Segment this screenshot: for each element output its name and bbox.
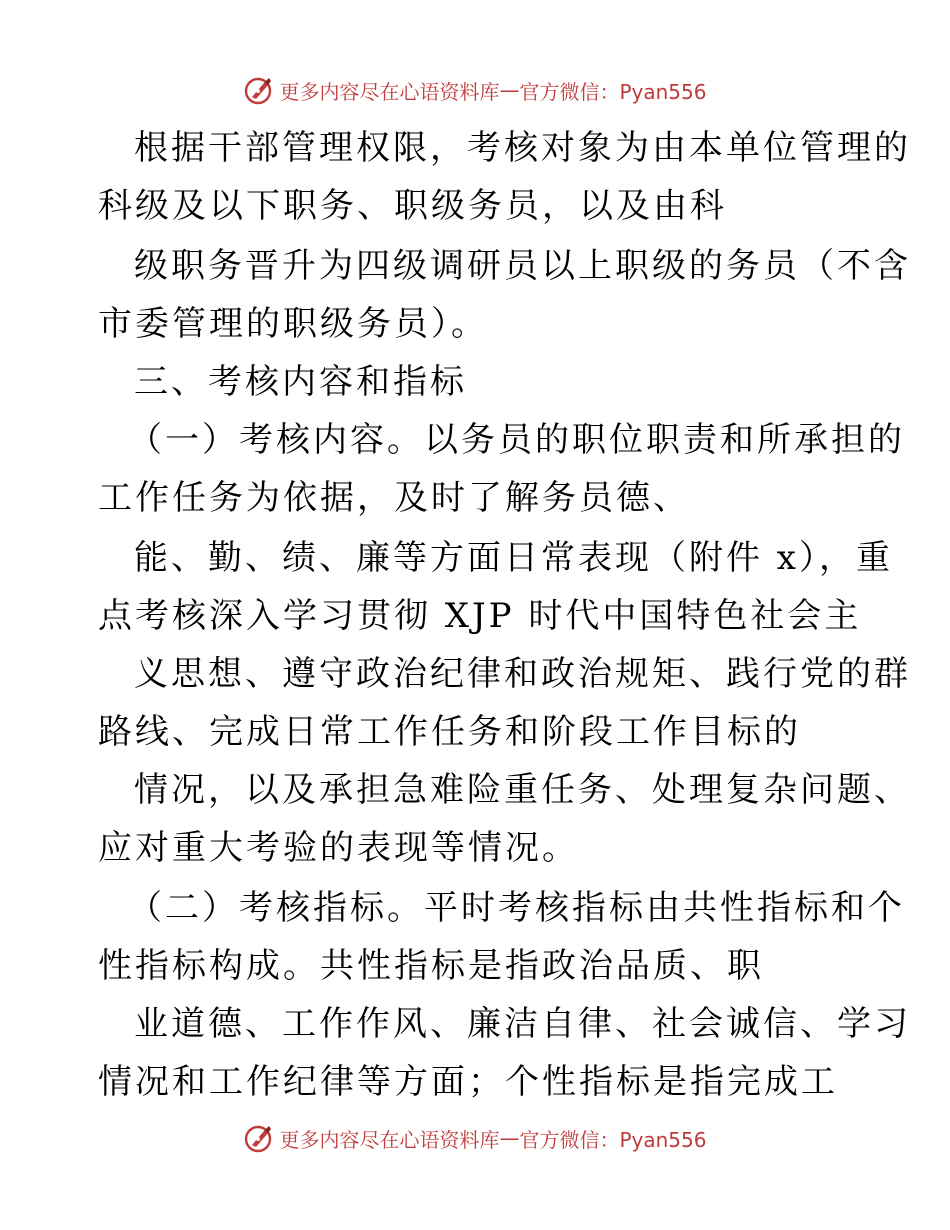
- body-line-14: （二）考核指标。平时考核指标由共性指标和个: [128, 888, 905, 928]
- body-line-3: 级职务晋升为四级调研员以上职级的务员（不含: [134, 246, 911, 286]
- body-line-16: 业道德、工作作风、廉洁自律、社会诚信、学习: [134, 1004, 911, 1044]
- body-line-2: 科级及以下职务、职级务员，以及由科: [98, 186, 727, 226]
- section-heading: 三、考核内容和指标: [134, 362, 467, 402]
- body-line-12: 情况，以及承担急难险重任务、处理复杂问题、: [134, 770, 911, 810]
- pen-nib-circle-logo-icon: [243, 1122, 275, 1154]
- body-line-10: 义思想、遵守政治纪律和政治规矩、践行党的群: [134, 654, 911, 694]
- body-line-15: 性指标构成。共性指标是指政治品质、职: [98, 946, 764, 986]
- body-line-1: 根据干部管理权限，考核对象为由本单位管理的: [134, 128, 911, 168]
- body-line-4: 市委管理的职级务员）。: [98, 304, 488, 344]
- banner-site-text: 更多内容尽在心语资料库: [279, 1127, 500, 1152]
- footer-banner: [0, 1118, 950, 1158]
- banner-site-text: 更多内容尽在心语资料库: [279, 79, 500, 104]
- banner-dash: —: [499, 1126, 520, 1150]
- body-line-8: 能、勤、绩、廉等方面日常表现（附件 x），重: [134, 538, 893, 578]
- pen-nib-circle-logo-icon: [243, 74, 275, 106]
- banner-dash: —: [499, 78, 520, 102]
- body-line-11: 路线、完成日常工作任务和阶段工作目标的: [98, 712, 801, 752]
- body-line-9: 点考核深入学习贯彻 XJP 时代中国特色社会主: [98, 596, 862, 636]
- body-line-17: 情况和工作纪律等方面；个性指标是指完成工: [98, 1062, 838, 1102]
- banner-wechat-text: 官方微信：Pyan556: [519, 79, 707, 104]
- banner-wechat-text: 官方微信：Pyan556: [519, 1127, 707, 1152]
- body-line-6: （一）考核内容。以务员的职位职责和所承担的: [128, 420, 905, 460]
- body-line-7: 工作任务为依据，及时了解务员德、: [98, 478, 690, 518]
- header-banner: [0, 70, 950, 110]
- body-line-13: 应对重大考验的表现等情况。: [98, 828, 579, 868]
